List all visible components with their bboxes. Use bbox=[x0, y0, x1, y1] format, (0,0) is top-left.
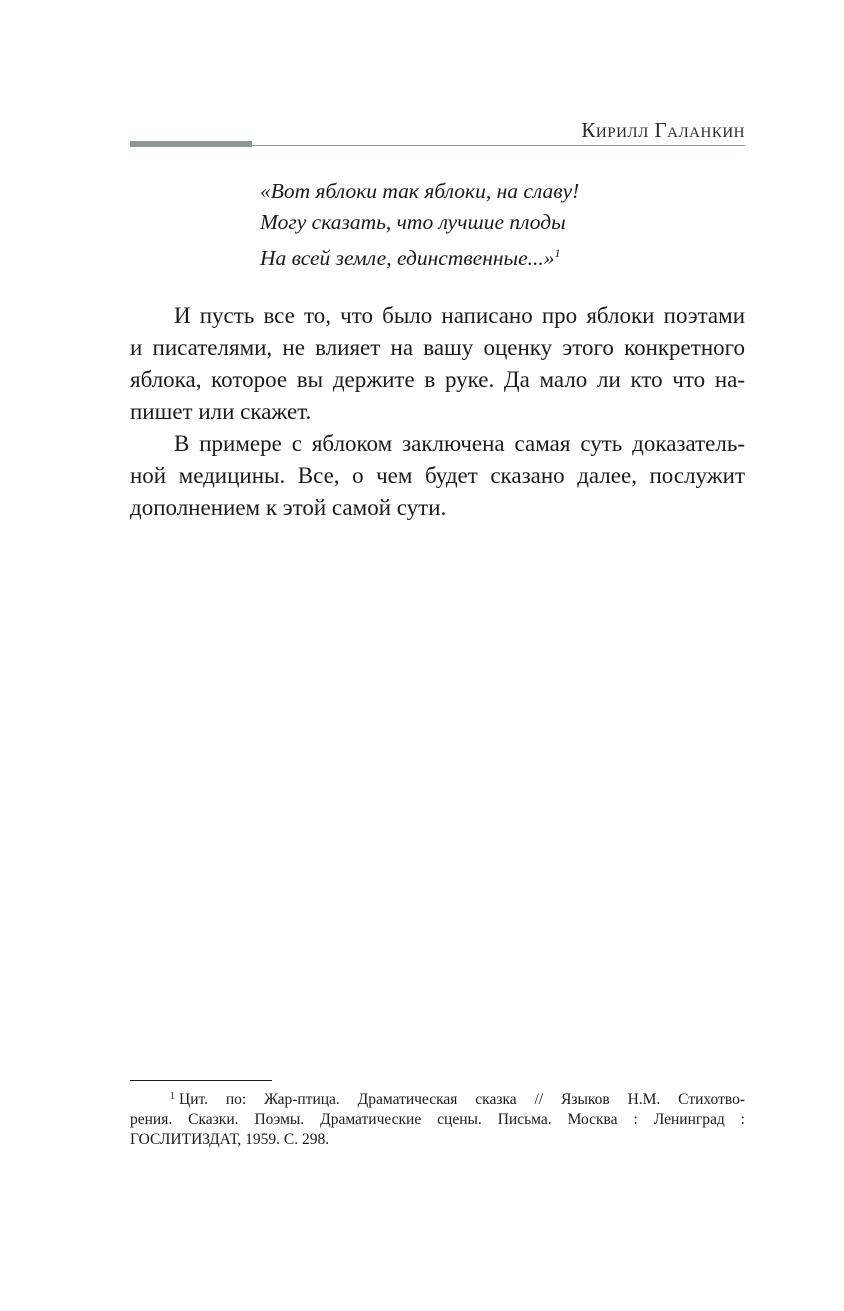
footnote-marker: 1 bbox=[170, 1091, 175, 1102]
footnote-rule bbox=[130, 1080, 272, 1081]
header-accent-bar bbox=[130, 141, 252, 147]
body-text bbox=[130, 300, 745, 524]
paragraph-1-line: и писателями, не влияет на вашу оценку этого конкретного bbox=[130, 335, 745, 360]
footnote-reference[interactable]: 1 bbox=[554, 246, 561, 260]
paragraph-1-line: И пусть все то, что было написано про яблоки поэтами bbox=[174, 303, 745, 328]
epigraph bbox=[260, 176, 720, 274]
running-head-author: Кирилл Галанкин bbox=[581, 118, 745, 142]
footnote-line bbox=[130, 1087, 745, 1110]
epigraph-line-last bbox=[260, 238, 720, 274]
footnote-line: ГОСЛИТИЗДАТ, 1959. С. 298. bbox=[130, 1131, 330, 1148]
epigraph-line-text: На всей земле, единственные...» bbox=[260, 246, 555, 270]
paragraph-2-line: ной медицины. Все, о чем будет сказано далее, послужит bbox=[130, 463, 745, 488]
footnote-line-text: Цит. по: Жар-птица. Драматическая сказка // Языков Н.М. Стихотво- bbox=[179, 1091, 745, 1108]
footnote bbox=[130, 1087, 745, 1150]
paragraph-2-line: В примере с яблоком заключена самая суть доказатель- bbox=[174, 431, 745, 456]
paragraph-2-line: дополнением к этой самой сути. bbox=[130, 495, 447, 520]
paragraph-1-line: яблока, которое вы держите в руке. Да мало ли кто что на- bbox=[130, 367, 745, 392]
epigraph-line: Могу сказать, что лучшие плоды bbox=[260, 210, 566, 234]
epigraph-line: «Вот яблоки так яблоки, на славу! bbox=[260, 179, 580, 203]
footnote-line: рения. Сказки. Поэмы. Драматические сцены. Письма. Москва : Ленинград : bbox=[130, 1111, 745, 1128]
paragraph-1-line: пишет или скажет. bbox=[130, 399, 312, 424]
